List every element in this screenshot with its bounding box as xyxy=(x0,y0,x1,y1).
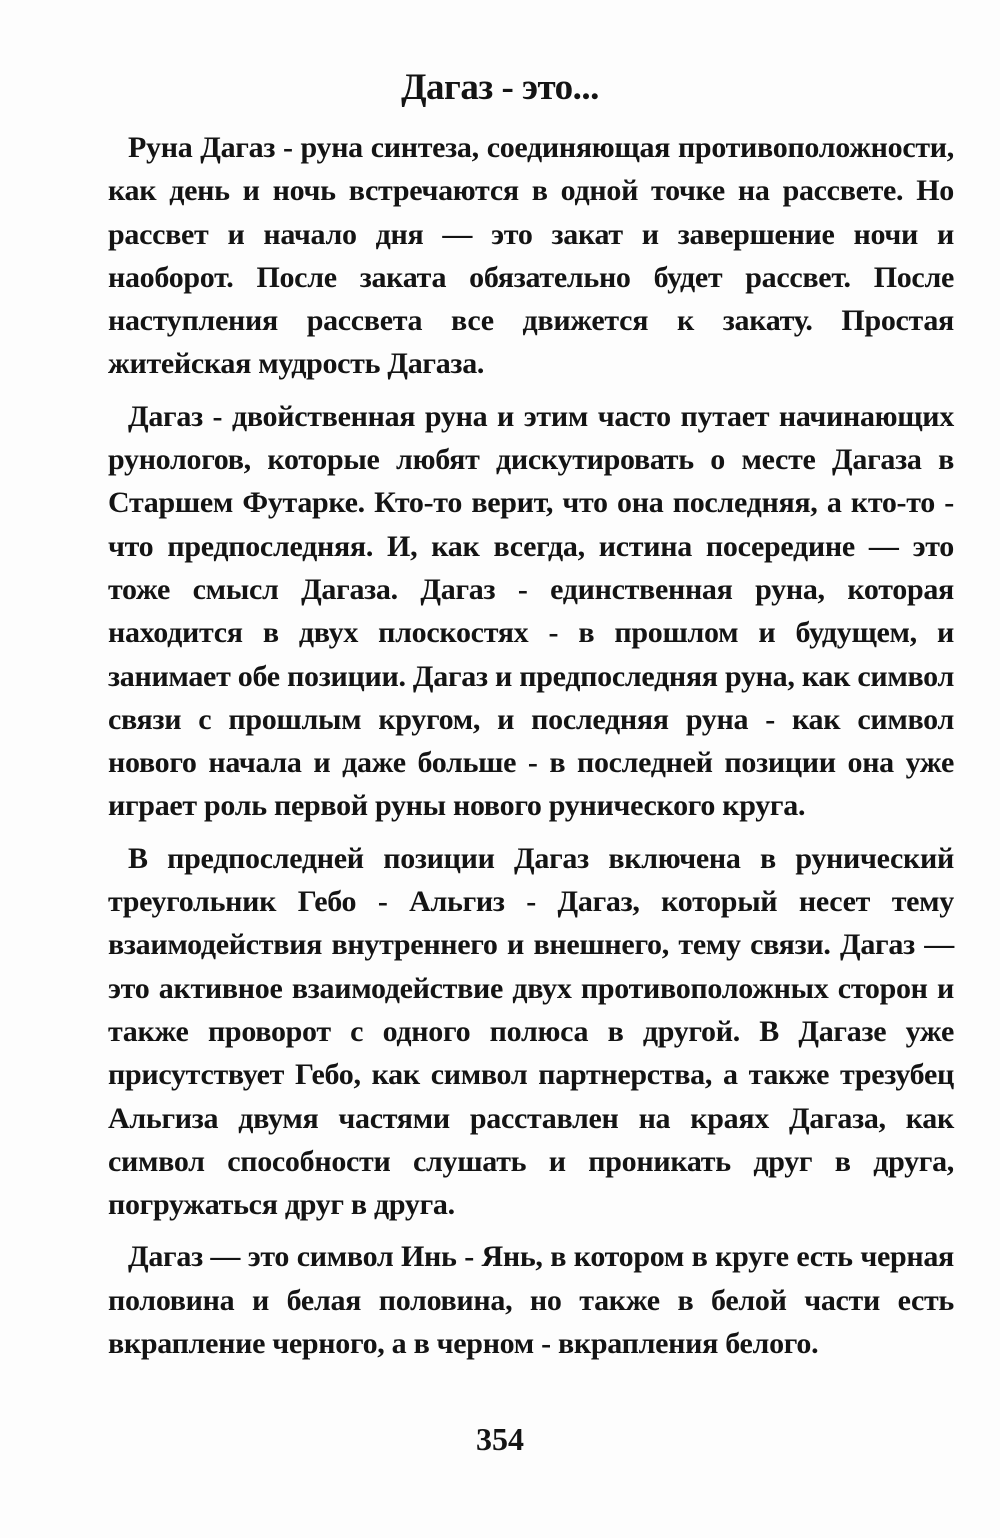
page-number: 354 xyxy=(476,1421,524,1457)
page-title: Дагаз - это... xyxy=(401,67,599,108)
paragraph-4: Дагаз — это символ Инь - Янь, в котором в круге есть черная половина и белая половина, но также в белой части есть вкрапление черного, а в черном - вкрапления белого. xyxy=(108,1240,954,1361)
paragraph-1: Руна Дагаз - руна синтеза, соединяющая противоположности, как день и ночь встречаются в одной точке на рассвете. Но рассвет и начало дня — это закат и завершение ночи и наоборот. После заката обязательно будет рассвет. После наступления рассвета все движется к закату. Простая житейская мудрость Дагаза. xyxy=(108,131,954,381)
paragraph-2: Дагаз - двойственная руна и этим часто путает начинающих рунологов, которые любят дискутировать о месте Дагаза в Старшем Футарке. Кто-то верит, что она последняя, а кто-то - что предпоследняя. И, как всегда, истина посередине — это тоже смысл Дагаза. Дагаз - единственная руна, которая находится в двух плоскостях - в прошлом и будущем, и занимает обе позиции. Дагаз и предпоследняя руна, как символ связи с прошлым кругом, и последняя руна - как символ нового начала и даже больше - в последней позиции она уже играет роль первой руны нового рунического круга. xyxy=(108,399,954,823)
page-body xyxy=(108,126,954,1374)
paragraph-3: В предпоследней позиции Дагаз включена в рунический треугольник Гебо - Альгиз - Дагаз, который несет тему взаимодействия внутреннего и внешнего, тему связи. Дагаз — это активное взаимодействие двух противоположных сторон и также проворот с одного полюса в другой. В Дагазе уже присутствует Гебо, как символ партнерства, а также трезубец Альгиза двумя частями расставлен на краях Дагаза, как символ способности слушать и проникать друг в друга, погружаться друг в друга. xyxy=(108,841,954,1222)
